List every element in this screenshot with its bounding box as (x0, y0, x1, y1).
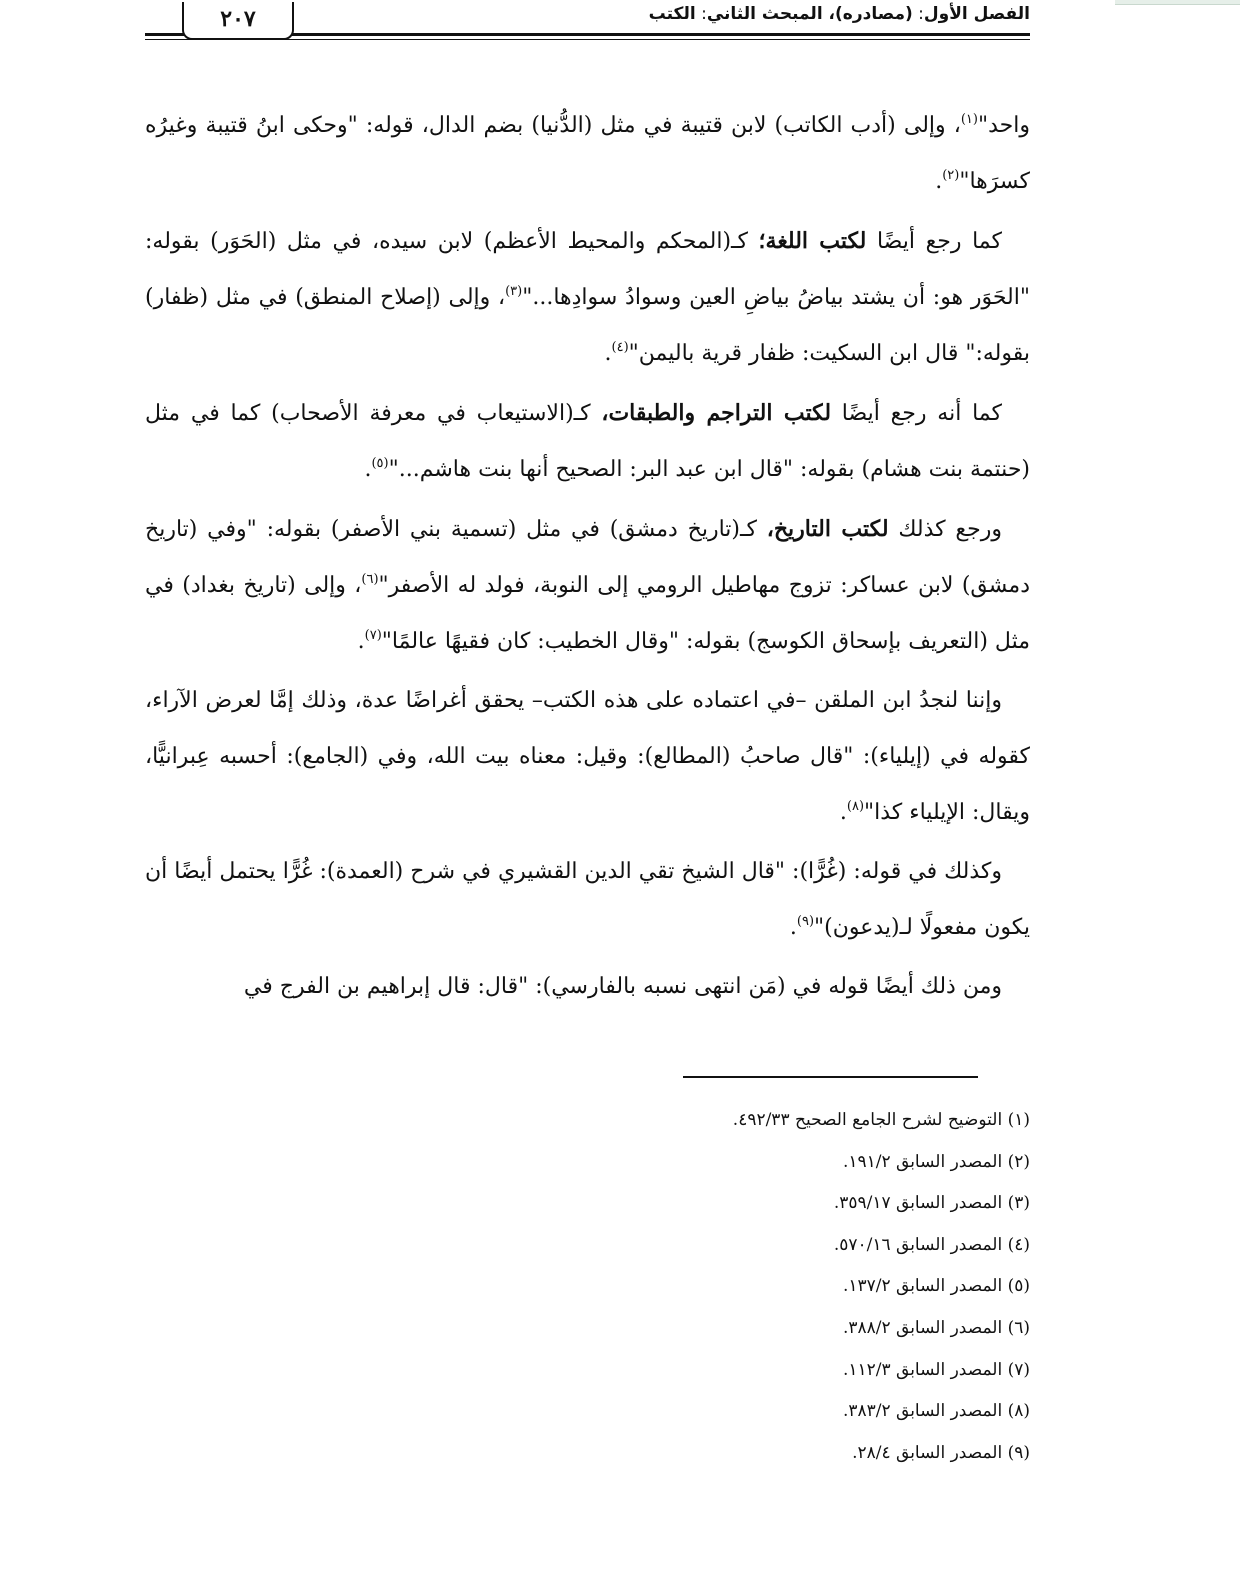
footnote-item: (٤) المصدر السابق ٥٧٠/١٦. (833, 1234, 1030, 1255)
footnote-item: (٩) المصدر السابق ٢٨/٤. (852, 1442, 1030, 1463)
footnote-item: (٢) المصدر السابق ١٩١/٢. (842, 1151, 1030, 1172)
text-run: ورجع كذلك (888, 517, 1002, 542)
text-run: كما أنه رجع أيضًا (831, 401, 1002, 426)
header-topic: الكتب (648, 4, 696, 24)
body-text (145, 98, 1030, 1018)
header-section: (مصادره)، المبحث الثاني (706, 4, 913, 24)
page-number: ٢٠٧ (182, 2, 294, 40)
footnote-item: (١) التوضيح لشرح الجامع الصحيح ٤٩٢/٣٣. (732, 1110, 1030, 1130)
body-paragraph (145, 213, 1030, 382)
footnote-marker: (٩) (796, 914, 815, 929)
body-paragraph (145, 501, 1030, 670)
bold-heading: لكتب التراجم والطبقات، (601, 400, 832, 426)
text-run: كـ(المحكم والمحيط الأعظم) لابن سيده، في مثل (الحَوَر) بقوله: "الحَوَر هو: أن يشتد بياضُ بياضِ العين وسوادُ سوادِها..." (145, 229, 1030, 310)
footnote-item: (٦) المصدر السابق ٣٨٨/٢. (842, 1317, 1030, 1338)
text-run: ، وإلى (إصلاح المنطق) في مثل (ظفار) بقوله:" قال ابن السكيت: ظفار قرية باليمن" (145, 285, 1030, 366)
body-paragraph (145, 98, 1030, 210)
text-run: كـ(تاريخ دمشق) في مثل (تسمية بني الأصفر) بقوله: "وفي (تاريخ دمشق) لابن عساكر: تزوج مهاطيل الرومي إلى النوبة، فولد له الأصفر" (145, 517, 1030, 598)
footnote-marker: (٧) (364, 628, 382, 643)
bold-heading: لكتب اللغة؛ (758, 228, 867, 254)
footnote-marker: (١) (960, 112, 978, 127)
footnote-item: (٣) المصدر السابق ٣٥٩/١٧. (833, 1193, 1030, 1214)
text-run: ، وإلى (أدب الكاتب) لابن قتيبة في مثل (الدُّنيا) بضم الدال، قوله: "وحكى ابنُ قتيبة وغيرُه كسرَها" (145, 113, 1030, 194)
footnote-marker: (٤) (611, 340, 629, 355)
footnote-marker: (٦) (361, 572, 379, 587)
footnote-item: (٥) المصدر السابق ١٣٧/٢. (842, 1276, 1030, 1297)
footnote-marker: (٥) (371, 456, 389, 471)
footnote-separator (683, 1076, 978, 1078)
footnote-marker: (٣) (505, 284, 523, 299)
header-colon: : (912, 4, 924, 24)
body-paragraph (145, 844, 1030, 956)
header-title (649, 2, 1030, 26)
footnotes-list (330, 1100, 1030, 1474)
text-run: . (604, 341, 612, 366)
running-header (145, 2, 1030, 42)
header-colon-2: : (695, 4, 707, 24)
body-paragraph (145, 673, 1030, 841)
body-paragraph (145, 959, 1030, 1015)
text-run: . (789, 915, 797, 940)
footnote-marker: (٨) (846, 799, 865, 814)
corner-tab (1115, 0, 1240, 5)
body-paragraph (145, 385, 1030, 498)
footnote-item: (٨) المصدر السابق ٣٨٣/٢. (842, 1401, 1030, 1422)
text-run: . (935, 169, 943, 194)
text-run: كما رجع أيضًا (866, 229, 1002, 254)
text-run: . (357, 629, 365, 654)
footnote-item: (٧) المصدر السابق ١١٢/٣. (842, 1359, 1030, 1380)
footnote-marker: (٢) (942, 168, 960, 183)
text-run: كـ(الاستيعاب في معرفة الأصحاب) كما في مثل (حنتمة بنت هشام) بقوله: "قال ابن عبد البر: الصحيح أنها بنت هاشم..." (145, 401, 1030, 482)
text-run: ومن ذلك أيضًا قوله في (مَن انتهى نسبه بالفارسي): "قال: قال إبراهيم بن الفرج في (243, 974, 1002, 999)
text-run: وكذلك في قوله: (غُرًّا): "قال الشيخ تقي الدين القشيري في شرح (العمدة): غُرًّا يحتمل أيضًا أن يكون مفعولًا لـ(يدعون)" (145, 859, 1030, 940)
text-run: ، وإلى (تاريخ بغداد) في مثل (التعريف بإسحاق الكوسج) بقوله: "وقال الخطيب: كان فقيهًا عالمًا" (145, 573, 1030, 654)
bold-heading: لكتب التاريخ، (766, 516, 889, 542)
text-run: وإننا لنجدُ ابن الملقن –في اعتماده على هذه الكتب– يحقق أغراضًا عدة، وذلك إمَّا لعرض الآراء، كقوله في (إيلياء): "قال صاحبُ (المطالع): وقيل: معناه بيت الله، وفي (الجامع): أحسبه عِبرانيًّا، ويقال: الإيلياء كذا" (145, 688, 1030, 825)
text-run: . (364, 457, 372, 482)
header-chapter: الفصل الأول (923, 4, 1030, 24)
text-run: . (839, 800, 847, 825)
text-run: واحد" (977, 113, 1030, 138)
